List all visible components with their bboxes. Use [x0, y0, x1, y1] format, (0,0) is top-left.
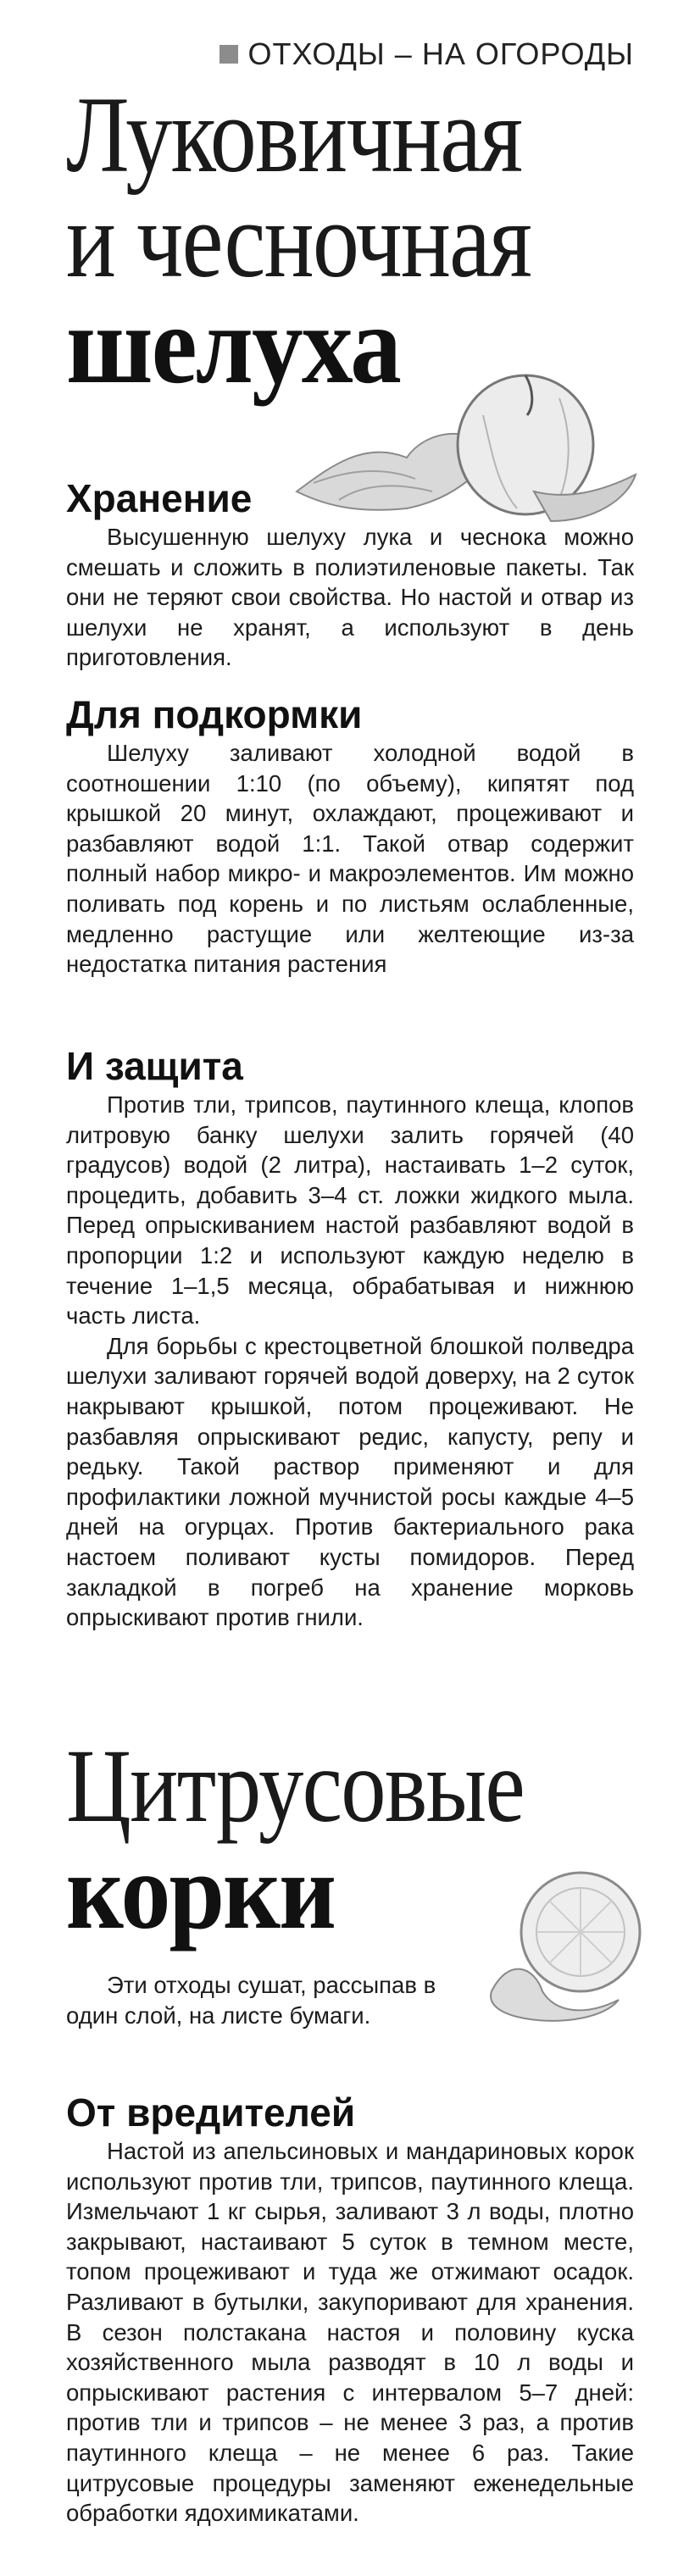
article2-title-line1: Цитрусовые — [66, 1728, 525, 1844]
section-paragraph: Высушенную шелуху лука и чеснока можно смешать и сложить в полиэтиленовые пакеты. Так они не теряют свои свойства. Но настой и отвар из шелухи не хранят, а используют в день приготовления. — [66, 524, 634, 671]
section-pests — [66, 2089, 634, 2529]
section-storage — [66, 475, 634, 673]
article2-lead — [66, 1970, 449, 2030]
article1-title-line1: Луковичная — [66, 75, 522, 195]
section-feeding — [66, 691, 634, 980]
lead-paragraph: Эти отходы сушат, рассыпав в один слой, на листе бумаги. — [66, 1972, 436, 2029]
section-paragraph: Против тли, трипсов, паутинного клеща, клопов литровую банку шелухи залить горячей (40 градусов) водой (2 литра), настаивать 1–2 суток, процедить, добавить 3–4 ст. ложки жидкого мыла. Перед опрыскиванием настой разбавляют водой в пропорции 1:2 и используют каждую неделю в течение 1–1,5 месяца, обрабатывая и нижнюю часть листа. — [66, 1091, 634, 1330]
citrus-peel-illustration — [475, 1864, 653, 2025]
section-heading: Хранение — [66, 476, 253, 520]
article2-title-line2: корки — [66, 1831, 336, 1951]
article1-title-line2: и чесночная — [66, 180, 531, 300]
section-heading: От вредителей — [66, 2090, 356, 2135]
section-paragraph: Настой из апельсиновых и мандариновых корок используют против тли, трипсов, паутинного клеща. Измельчают 1 кг сырья, заливают 3 л воды, плотно закрывают, настаивают 5 суток в темном месте, топом процеживают и туда же отжимают осадок. Разливают в бутылки, закупоривают для хранения. В сезон полстакана настоя и половину куска хозяйственного мыла разводят в 10 л воды и опрыскивают растения с интервалом 5–7 дней: против тли и трипсов – не менее 3 раз, а против паутинного клеща – не менее 6 раз. Такие цитрусовые процедуры заменяют еженедельные обработки ядохимикатами. — [66, 2138, 634, 2527]
article1-title-line3: шелуха — [66, 282, 401, 407]
section-paragraph: Для борьбы с крестоцветной блошкой полведра шелухи заливают горячей водой доверху, на 2 суток накрывают крышкой, потом процеживают. Не разбавляя опрыскивают редис, капусту, репу и редьку. Такой раствор применяют и для профилактики ложной мучнистой росы каждые 4–5 дней на огурцах. Против бактериального рака настоем поливают кусты помидоров. Перед закладкой в погреб на хранение морковь опрыскивают против гнили. — [66, 1332, 634, 1631]
section-heading: Для подкормки — [66, 692, 363, 736]
section-heading: И защита — [66, 1044, 243, 1088]
rubric-label: ОТХОДЫ – НА ОГОРОДЫ — [247, 36, 634, 71]
section-paragraph: Шелуху заливают холодной водой в соотношении 1:10 (по объему), кипятят под крышкой 20 минут, охлаждают, процеживают и разбавляют водой 1:1. Такой отвар содержит полный набор микро- и макроэлементов. Им можно поливать под корень и по листьям ослабленные, медленно растущие или желтеющие из-за недостатка питания растения — [66, 740, 634, 978]
square-bullet-icon — [220, 45, 238, 64]
section-protection — [66, 1042, 634, 1633]
rubric-header — [66, 29, 634, 80]
